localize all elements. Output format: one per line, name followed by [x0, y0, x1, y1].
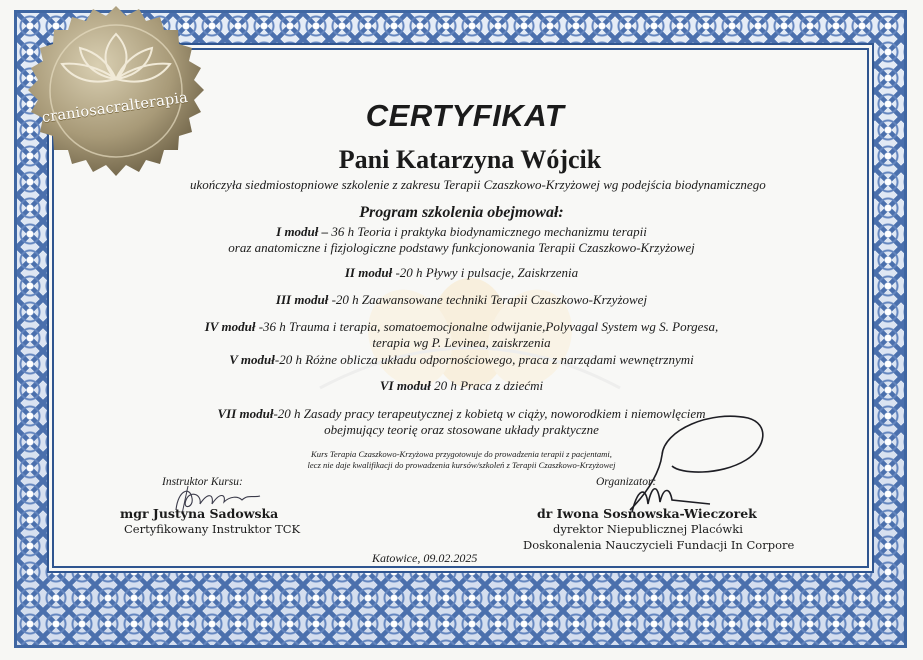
module-3 — [0, 292, 923, 308]
module-1-label: I moduł – — [276, 224, 332, 239]
module-7-label: VII moduł — [217, 406, 274, 421]
module-5-label: V moduł — [229, 352, 275, 367]
module-7-line-1 — [0, 406, 923, 422]
certificate-title: CERTYFIKAT — [365, 98, 565, 133]
module-7-text: -20 h Zasady pracy terapeutycznej z kobietą w ciąży, noworodkiem i niemowlęciem — [273, 406, 706, 421]
instructor-role: Certyfikowany Instruktor TCK — [124, 522, 301, 536]
organizer-role: dyrektor Niepublicznej Placówki — [553, 522, 743, 536]
instructor-label: Instruktor Kursu: — [162, 476, 243, 488]
module-1-line-2: oraz anatomiczne i fizjologiczne podstawy funkcjonowania Terapii Czaszkowo-Krzyżowej — [228, 240, 695, 255]
module-4-label: IV moduł — [204, 319, 259, 334]
module-2-text: -20 h Pływy i pulsacje, Zaiskrzenia — [395, 265, 579, 280]
place-and-date: Katowice, 09.02.2025 — [372, 551, 478, 565]
completion-statement: ukończyła siedmiostopniowe szkolenie z zakresu Terapii Czaszkowo-Krzyżowej wg podejścia biodynamicznego — [190, 177, 766, 192]
module-4-line-2: terapia wg P. Levinea, zaiskrzenia — [372, 335, 551, 350]
recipient-name: Pani Katarzyna Wójcik — [338, 145, 602, 174]
organizer-name: dr Iwona Sosnowska-Wieczorek — [537, 506, 757, 521]
module-3-label: III moduł — [275, 292, 332, 307]
module-6 — [0, 378, 923, 394]
module-5-text: -20 h Różne oblicza układu odpornościowego, praca z narządami wewnętrznymi — [274, 352, 694, 367]
module-4-line-1 — [0, 319, 923, 335]
module-2 — [0, 265, 923, 281]
organizer-institution: Doskonalenia Nauczycieli Fundacji In Corpore — [523, 538, 795, 552]
module-6-label: VI moduł — [379, 378, 435, 393]
module-2-label: II moduł — [344, 265, 396, 280]
course-note-line-1: Kurs Terapia Czaszkowo-Krzyżowa przygotowuje do prowadzenia terapii z pacjentami, — [311, 449, 612, 459]
module-3-text: -20 h Zaawansowane techniki Terapii Czaszkowo-Krzyżowej — [331, 292, 648, 307]
organizer-label: Organizator: — [596, 476, 657, 488]
module-7-line-2: obejmujący teorię oraz stosowane układy praktyczne — [324, 422, 599, 437]
module-1-text: 36 h Teoria i praktyka biodynamicznego mechanizmu terapii — [331, 224, 647, 239]
course-note-line-2: lecz nie daje kwalifikacji do prowadzenia kursów/szkoleń z Terapii Czaszkowo-Krzyżowej — [307, 460, 616, 470]
instructor-name: mgr Justyna Sadowska — [120, 506, 279, 521]
module-5 — [0, 352, 923, 368]
module-6-text: 20 h Praca z dziećmi — [434, 378, 544, 393]
program-heading: Program szkolenia obejmował: — [359, 204, 564, 221]
module-4-text: -36 h Trauma i terapia, somatoemocjonalne odwijanie,Polyvagal System wg S. Porgesa, — [258, 319, 719, 334]
module-1-line-1 — [0, 224, 923, 240]
seal-lettering: craniosacralterapia — [41, 89, 189, 127]
